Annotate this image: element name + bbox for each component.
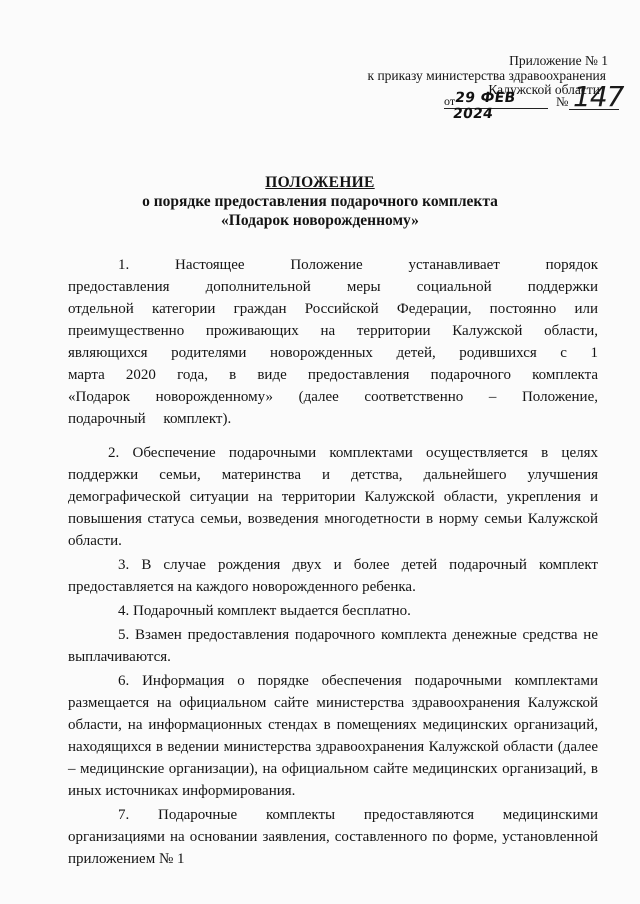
- handwritten-order-number: 147: [573, 80, 624, 113]
- paragraph-2: 2. Обеспечение подарочными комплектами осуществляется в целях поддержки семьи, материнства и детства, дальнейшего улучшения демографической ситуации на территории Калужской области, укрепления и повышения статуса семьи, возведения многодетности в норму семьи Калужской области.: [68, 445, 598, 549]
- document-subtitle-line-2: «Подарок новорожденному»: [221, 212, 419, 229]
- date-prefix: от: [444, 94, 456, 108]
- appendix-label: Приложение № 1: [509, 53, 608, 68]
- document-body: [68, 254, 598, 870]
- order-reference: к приказу министерства здравоохранения: [367, 68, 606, 83]
- paragraph-6: 6. Информация о порядке обеспечения подарочными комплектами размещается на официальном сайте министерства здравоохранения Калужской области, на информационных стендах в помещениях медицинских организаций, находящихся в ведении министерства здравоохранения Калужской области (далее – медицинские организации), на официальном сайте медицинских организаций, в иных источниках информирования.: [68, 673, 598, 799]
- paragraph-3: 3. В случае рождения двух и более детей подарочный комплект предоставляется на каждого новорожденного ребенка.: [68, 557, 598, 595]
- region-reference: Калужской области: [488, 82, 600, 97]
- date-field: [444, 90, 548, 122]
- paragraph-4: 4. Подарочный комплект выдается бесплатно.: [118, 603, 411, 619]
- document-subtitle-line-1: о порядке предоставления подарочного комплекта: [142, 193, 498, 210]
- paragraph-7: 7. Подарочные комплекты предоставляются медицинскими организациями на основании заявления, составленного по форме, установленной приложением № 1: [68, 807, 598, 867]
- number-sign: №: [556, 94, 569, 109]
- number-underline: [569, 109, 619, 110]
- paragraph-1: 1. Настоящее Положение устанавливает порядок предоставления дополнительной меры социальной поддержки отдельной категории граждан Российской Федерации, постоянно или преимущественно проживающих на территории Калужской области, являющихся родителями новорожденных детей, родившихся с 1 марта 2020 года, в виде предоставления подарочного комплекта «Подарок новорожденному» (далее соответственно – Положение, подарочный комплект).: [68, 257, 598, 427]
- paragraph-5: 5. Взамен предоставления подарочного комплекта денежные средства не выплачиваются.: [68, 627, 598, 665]
- document-title: ПОЛОЖЕНИЕ: [265, 174, 375, 191]
- stamped-date: 29 ФЕВ 2024: [451, 90, 517, 122]
